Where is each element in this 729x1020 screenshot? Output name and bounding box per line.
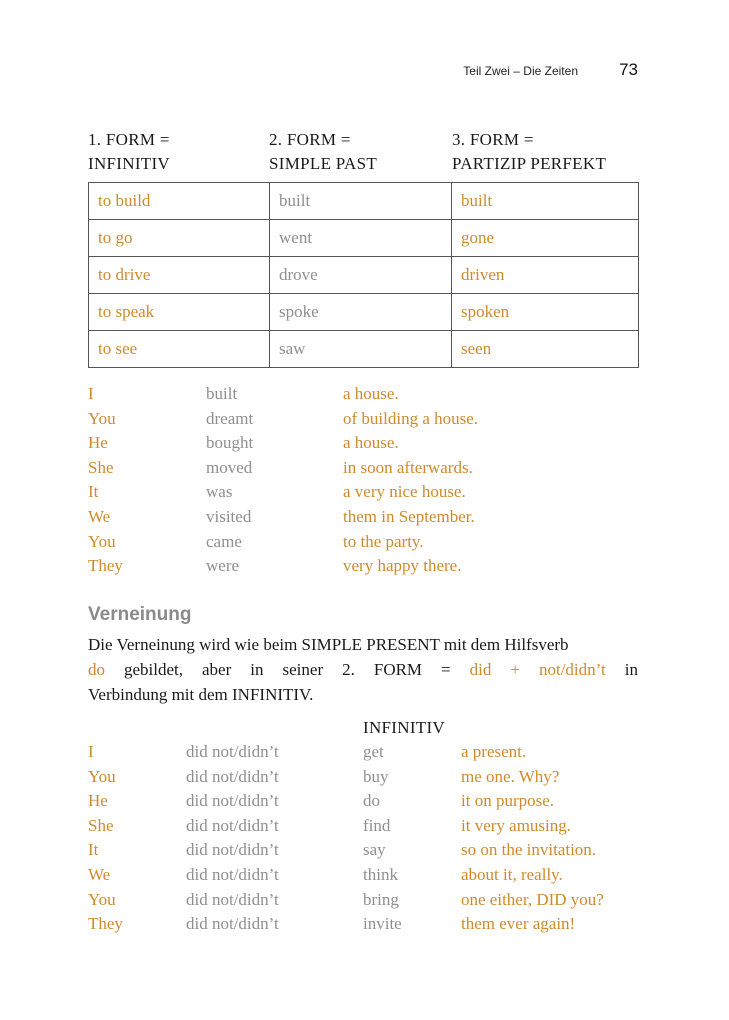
page-number: 73 [619,60,638,79]
auxiliary: did not/didn’t [186,864,279,884]
object: them in September. [343,506,475,526]
infinitive: say [363,840,386,860]
past-participle-cell: gone [452,220,639,257]
past-examples [88,384,648,581]
form-header-line: INFINITIV [88,154,171,173]
section-heading: Verneinung [88,604,192,625]
example-row [88,816,648,841]
verb: dreamt [206,408,254,428]
running-head [88,62,638,86]
object: a house. [343,433,399,453]
infinitive: bring [363,889,399,909]
word: in [624,660,638,679]
example-row [88,890,648,915]
form-header-line: 3. FORM = [452,130,534,149]
form-headers [88,128,638,178]
infinitive: get [363,742,384,761]
object: so on the invitation. [461,840,597,860]
object: it very amusing. [461,815,572,835]
infinitive: buy [363,766,389,786]
example-row [88,556,648,581]
simple-past-cell: drove [270,257,452,294]
verb: were [206,556,240,576]
example-row [88,433,648,458]
example-row [88,458,648,483]
object: very happy there. [343,556,462,576]
subject: He [88,791,108,811]
object: in soon afterwards. [343,457,473,477]
subject: It [88,840,99,860]
table-row [89,183,639,220]
object: it on purpose. [461,791,555,811]
form-header-line: 1. FORM = [88,130,170,149]
word: gebildet, [124,660,184,679]
verb: visited [206,506,252,526]
example-row [88,865,648,890]
example-row [88,840,648,865]
negation-examples [88,742,648,939]
word: seiner [282,660,324,679]
example-row [88,384,648,409]
subject: You [88,531,116,551]
object: a house. [343,384,399,403]
table-row [89,220,639,257]
object: about it, really. [461,864,563,884]
subject: You [88,408,116,428]
infinitive-cell: to go [89,220,270,257]
subject: I [88,384,94,403]
auxiliary: did not/didn’t [186,815,279,835]
form-header-2 [269,128,377,176]
keyword-did: did [469,660,492,679]
table-row [89,331,639,368]
word: aber [202,660,232,679]
simple-past-cell: built [270,183,452,220]
infinitive-cell: to build [89,183,270,220]
auxiliary: did not/didn’t [186,742,279,761]
form-header-1 [88,128,170,176]
table-row [89,257,639,294]
subject: We [88,864,111,884]
verb: built [206,384,238,403]
auxiliary: did not/didn’t [186,766,279,786]
example-row [88,791,648,816]
example-row [88,507,648,532]
infinitive: invite [363,914,402,934]
infinitive: think [363,864,398,884]
example-row [88,482,648,507]
form-header-line: SIMPLE PAST [269,154,378,173]
example-row [88,914,648,939]
word: 2. [342,660,355,679]
verb: was [206,482,233,502]
subject: They [88,914,123,934]
keyword-do: do [88,660,105,679]
form-header-line: PARTIZIP PERFEKT [452,154,607,173]
subject: He [88,433,108,453]
example-row [88,742,648,767]
form-header-line: 2. FORM = [269,130,351,149]
verb: bought [206,433,254,453]
object: me one. Why? [461,766,560,786]
infinitive-cell: to drive [89,257,270,294]
form-header-3 [452,128,606,176]
subject: She [88,457,114,477]
paragraph-line: Verbindung mit dem INFINITIV. [88,685,314,704]
infinitive-cell: to see [89,331,270,368]
simple-past-cell: saw [270,331,452,368]
auxiliary: did not/didn’t [186,840,279,860]
running-title: Teil Zwei – Die Zeiten [463,64,578,78]
subject: They [88,556,123,576]
infinitive: find [363,815,391,835]
subject: We [88,506,111,526]
simple-past-cell: spoke [270,294,452,331]
object: to the party. [343,531,424,551]
past-participle-cell: spoken [452,294,639,331]
example-row [88,409,648,434]
word: = [441,660,451,679]
keyword-plus: + [510,660,520,679]
auxiliary: did not/didn’t [186,791,279,811]
negation-paragraph [88,632,638,707]
subject: It [88,482,99,502]
object: them ever again! [461,914,576,934]
example-row [88,532,648,557]
object: one either, DID you? [461,889,604,909]
keyword-not-didnt: not/didn’t [538,660,606,679]
table-row [89,294,639,331]
auxiliary: did not/didn’t [186,914,279,934]
past-participle-cell: driven [452,257,639,294]
word: in [250,660,264,679]
past-participle-cell: built [452,183,639,220]
paragraph-line: Die Verneinung wird wie beim SIMPLE PRESENT mit dem Hilfsverb [88,635,569,654]
infinitiv-column-label: INFINITIV [363,718,446,737]
subject: You [88,889,116,909]
simple-past-cell: went [270,220,452,257]
example-row [88,767,648,792]
object: a very nice house. [343,482,466,502]
past-participle-cell: seen [452,331,639,368]
verb: came [206,531,242,551]
word: FORM [373,660,423,679]
verb-forms-table [88,182,639,368]
object: of building a house. [343,408,479,428]
infinitive-cell: to speak [89,294,270,331]
verb: moved [206,457,253,477]
object: a present. [461,742,527,761]
paragraph-line [88,657,638,682]
subject: You [88,766,116,786]
subject: She [88,815,114,835]
subject: I [88,742,94,761]
infinitive: do [363,791,380,811]
auxiliary: did not/didn’t [186,889,279,909]
